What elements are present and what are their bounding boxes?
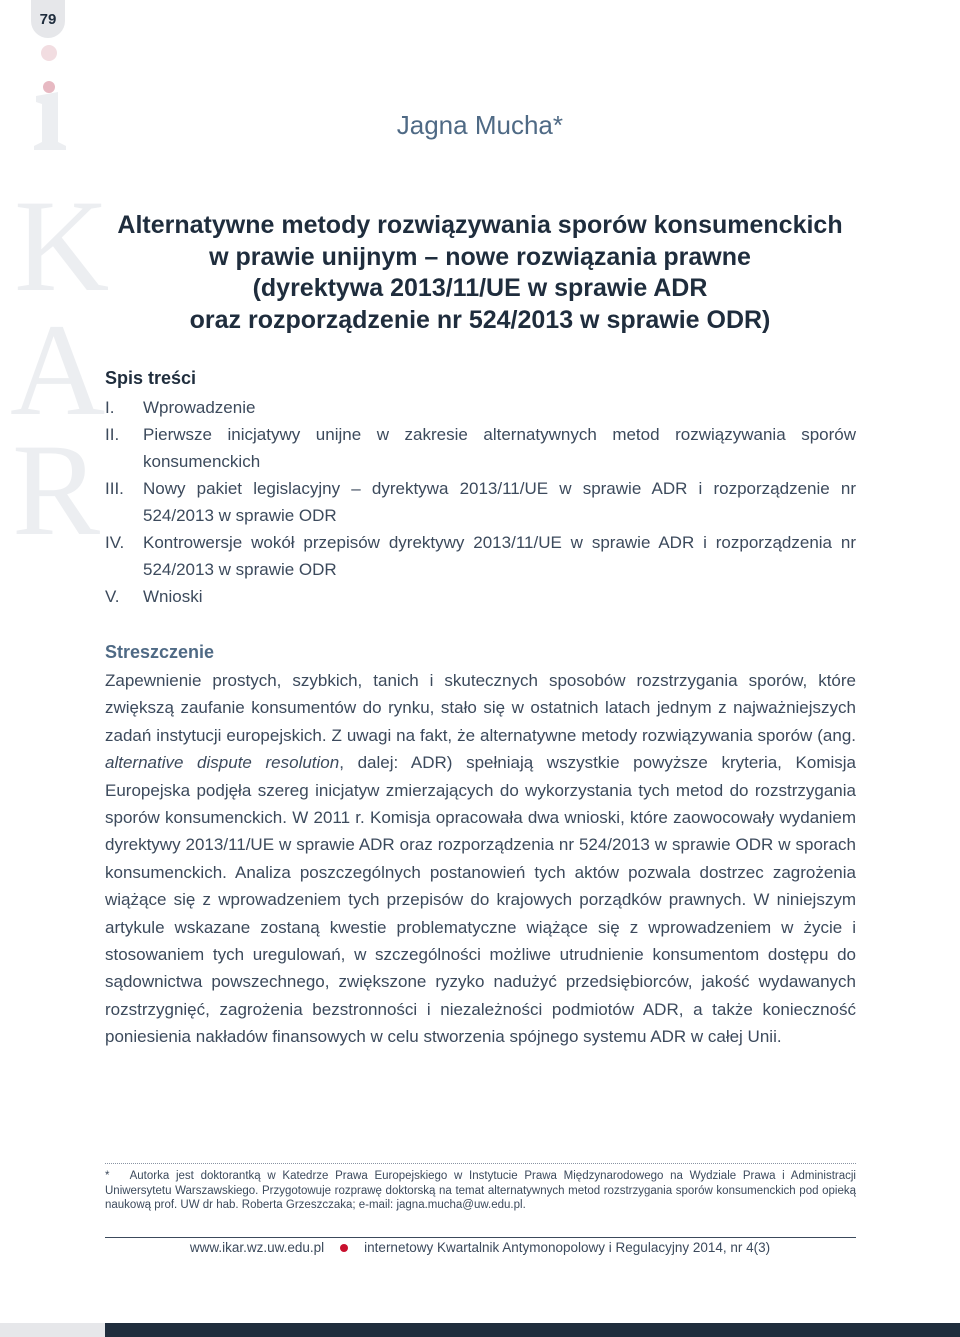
- toc-item: [105, 529, 856, 583]
- title-line: (dyrektywa 2013/11/UE w sprawie ADR: [252, 274, 708, 302]
- abstract-text: Zapewnienie prostych, szybkich, tanich i skutecznych sposobów rozstrzygania sporów, które zwiększą zaufanie konsumentów do rynku, stało się w ostatnich latach jednym z najważniejszych zadań instytucji europejskich. Z uwagi na fakt, że alternatywne metody rozwiązywania sporów (ang.: [105, 671, 856, 745]
- bottom-bar: [0, 1323, 960, 1337]
- toc-item-number: V.: [105, 587, 120, 606]
- table-of-contents: [105, 394, 856, 610]
- decor-letter-r: R: [12, 416, 101, 563]
- toc-item-number: I.: [105, 398, 115, 417]
- footnote: * Autorka jest doktorantką w Katedrze Prawa Europejskiego w Instytucie Prawa Międzynarodowego na Wydziale Prawa i Administracji Uniwersytetu Warszawskiego. Przygotowuje rozprawę doktorską na temat alternatywnych metod rozstrzygania sporów konsumenckich pod opieką naukową prof. UW dr hab. Roberta Grzeszczaka; e-mail: jagna.mucha@uw.edu.pl.: [105, 1170, 856, 1211]
- toc-item: [105, 583, 856, 610]
- page-number-badge: [31, 0, 65, 38]
- footer-website-link[interactable]: www.ikar.wz.uw.edu.pl: [189, 1240, 325, 1255]
- toc-item-text: Kontrowersje wokół przepisów dyrektywy 2013/11/UE w sprawie ADR i rozporządzenia nr 524/2013 w sprawie ODR: [143, 533, 856, 579]
- toc-item-text: Pierwsze inicjatywy unijne w zakresie alternatywnych metod rozwiązywania sporów konsumenckich: [143, 425, 856, 471]
- title-line: oraz rozporządzenie nr 524/2013 w sprawie ODR): [189, 305, 771, 334]
- page-footer: [0, 1240, 960, 1255]
- abstract-text: , dalej: ADR) spełniają wszystkie powyższe kryteria, Komisja Europejska podjęła szereg inicjatyw zmierzających do wykorzystania tych metod do rozstrzygania sporów konsumenckich. W 2011 r. Komisja opracowała dwa wnioski, które zaowocowały wydaniem dyrektywy 2013/11/UE w sprawie ADR oraz rozporządzenia nr 524/2013 w sprawie ODR w sporach konsumenckich. Analiza poszczególnych postanowień tych aktów pozwala dostrzec zagrożenia wiążące się z wprowadzeniem tych przepisów do krajowych porządków prawnych. W niniejszym artykule wskazane zostaną kwestie problematyczne wiążące się z wprowadzeniem w życie i stosowaniem tych uregulowań, w szczególności możliwe utrudnienie konsumentom dostępu do sądownictwa powszechnego, zwiększone ryzyko nadużyć przedsiębiorców, jakość wydawanych rozstrzygnięć, zagrożenia bezstronności i niezależności podmiotów ADR, a także konieczność poniesienia nakładów finansowych w celu stworzenia spójnego systemu ADR w całej Unii.: [105, 753, 856, 1047]
- toc-item-number: IV.: [105, 533, 125, 552]
- author-name: Jagna Mucha*: [396, 110, 563, 140]
- bullet-dot-icon: [340, 1244, 348, 1252]
- toc-item-text: Wprowadzenie: [143, 398, 256, 417]
- decor-dot-light: [41, 45, 57, 61]
- toc-item-text: Nowy pakiet legislacyjny – dyrektywa 2013/11/UE w sprawie ADR i rozporządzenie nr 524/2013 w sprawie ODR: [143, 479, 856, 525]
- toc-heading: Spis treści: [105, 368, 197, 388]
- title-line: Alternatywne metody rozwiązywania sporów konsumenckich: [117, 211, 843, 239]
- bottom-bar-left-block: [0, 1323, 105, 1337]
- toc-item: [105, 475, 856, 529]
- decor-letter-i: [28, 90, 72, 152]
- abstract-body: [105, 667, 856, 1051]
- toc-item: [105, 421, 856, 475]
- decor-letter-k: K: [14, 172, 110, 319]
- toc-item: [105, 394, 856, 421]
- page-number: 79: [39, 10, 57, 28]
- abstract-italic-term: alternative dispute resolution: [105, 753, 340, 773]
- abstract-heading: Streszczenie: [105, 642, 215, 662]
- toc-item-text: Wnioski: [143, 587, 203, 606]
- footnote-divider: [105, 1163, 856, 1164]
- footer-divider: [105, 1237, 856, 1238]
- footer-journal: internetowy Kwartalnik Antymonopolowy i Regulacyjny 2014, nr 4(3): [364, 1240, 771, 1255]
- toc-item-number: II.: [105, 425, 120, 444]
- decor-letter-a: A: [10, 296, 106, 443]
- article-title: [105, 210, 855, 336]
- toc-item-number: III.: [105, 479, 124, 498]
- title-line: w prawie unijnym – nowe rozwiązania prawne: [209, 242, 751, 271]
